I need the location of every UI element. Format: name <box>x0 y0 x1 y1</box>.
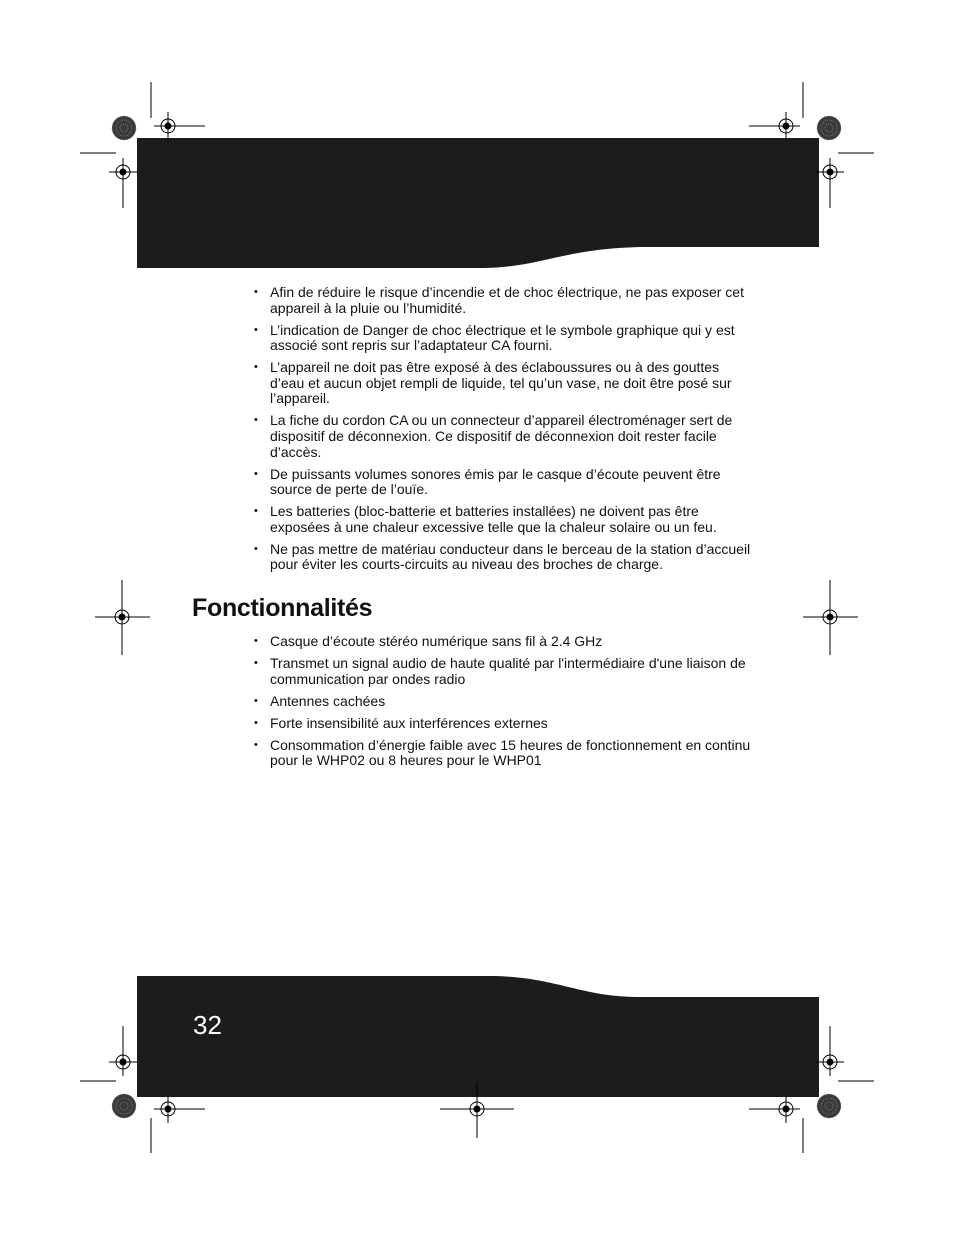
list-item: • L’appareil ne doit pas être exposé à des éclaboussures ou à des gouttes d’eau et aucun objet rempli de liquide, tel qu’un vase, ne doit être posé sur l’appareil. <box>254 360 754 407</box>
list-item: • Afin de réduire le risque d’incendie et de choc électrique, ne pas exposer cet appareil à la pluie ou l’humidité. <box>254 285 754 316</box>
list-item: • Ne pas mettre de matériau conducteur dans le berceau de la station d’accueil pour éviter les courts-circuits au niveau des broches de charge. <box>254 542 754 573</box>
list-item: • Consommation d’énergie faible avec 15 heures de fonctionnement en continu pour le WHP02 ou 8 heures pour le WHP01 <box>254 738 754 769</box>
list-item: • La fiche du cordon CA ou un connecteur d’appareil électroménager sert de dispositif de déconnexion. Ce dispositif de déconnexion doit rester facile d’accès. <box>254 413 754 460</box>
list-item: • L’indication de Danger de choc électrique et le symbole graphique qui y est associé sont repris sur l’adaptateur CA fourni. <box>254 323 754 354</box>
list-item: • Les batteries (bloc-batterie et batteries installées) ne doivent pas être exposées à une chaleur excessive telle que la chaleur solaire ou un feu. <box>254 504 754 535</box>
safety-list <box>254 285 754 579</box>
list-item: • Forte insensibilité aux interférences externes <box>254 716 754 732</box>
page-number: 32 <box>193 1010 222 1040</box>
section-title: Fonctionnalités <box>192 594 373 622</box>
list-item: • Transmet un signal audio de haute qualité par l'intermédiaire d'une liaison de communication par ondes radio <box>254 656 754 687</box>
list-item: • Casque d’écoute stéréo numérique sans fil à 2.4 GHz <box>254 634 754 650</box>
list-item: • De puissants volumes sonores émis par le casque d’écoute peuvent être source de perte de l’ouïe. <box>254 467 754 498</box>
features-list <box>254 634 754 775</box>
list-item: • Antennes cachées <box>254 694 754 710</box>
